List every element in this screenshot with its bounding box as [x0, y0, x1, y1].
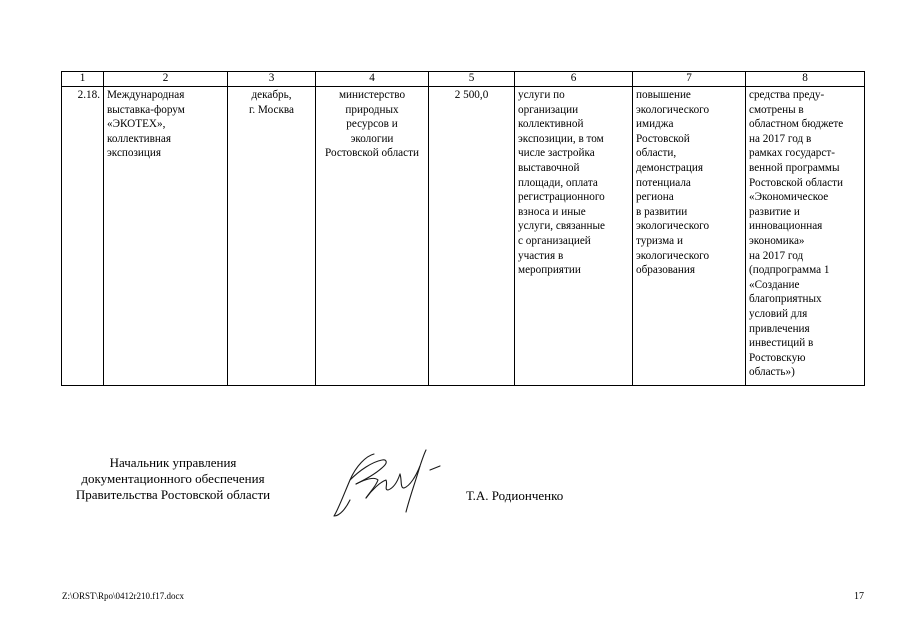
amount: 2 500,0	[429, 87, 515, 386]
page-number: 17	[854, 591, 864, 602]
header-col-5: 5	[429, 72, 515, 87]
organizer: министерство природных ресурсов и экологии Ростовской области	[316, 87, 429, 386]
handwritten-signature	[326, 440, 446, 526]
header-col-7: 7	[633, 72, 746, 87]
date-place: декабрь, г. Москва	[228, 87, 316, 386]
header-row	[62, 72, 865, 87]
header-col-1: 1	[62, 72, 104, 87]
services: услуги по организации коллективной экспозиции, в том числе застройка выставочной площади, оплата регистрационного взноса и иные услуги, связанные с организацией участия в мероприятии	[515, 87, 633, 386]
signatory-title	[60, 455, 286, 503]
event-name: Международная выставка-форум «ЭКОТЕХ», коллективная экспозиция	[104, 87, 228, 386]
purpose: повышение экологического имиджа Ростовской области, демонстрация потенциала региона в развитии экологического туризма и экологического образования	[633, 87, 746, 386]
funding-source: средства преду- смотрены в областном бюджете на 2017 год в рамках государст- венной программы Ростовской области «Экономическое развитие и инновационная экономика» на 2017 год (подпрограмма 1 «Создание благоприятных условий для привлечения инвестиций в Ростовскую область»)	[746, 87, 865, 386]
header-col-4: 4	[316, 72, 429, 87]
signatory-title-line-1: Начальник управления	[109, 455, 237, 470]
file-path: Z:\ORST\Rpo\0412r210.f17.docx	[62, 591, 184, 601]
signatory-name: Т.А. Родионченко	[466, 488, 564, 503]
table-row	[62, 87, 865, 386]
header-col-6: 6	[515, 72, 633, 87]
signatory-title-line-3: Правительства Ростовской области	[75, 487, 271, 502]
signatory-title-line-2: документационного обеспечения	[81, 471, 265, 486]
header-col-2: 2	[104, 72, 228, 87]
row-number: 2.18.	[62, 87, 104, 386]
event-table	[61, 71, 865, 386]
header-col-8: 8	[746, 72, 865, 87]
header-col-3: 3	[228, 72, 316, 87]
